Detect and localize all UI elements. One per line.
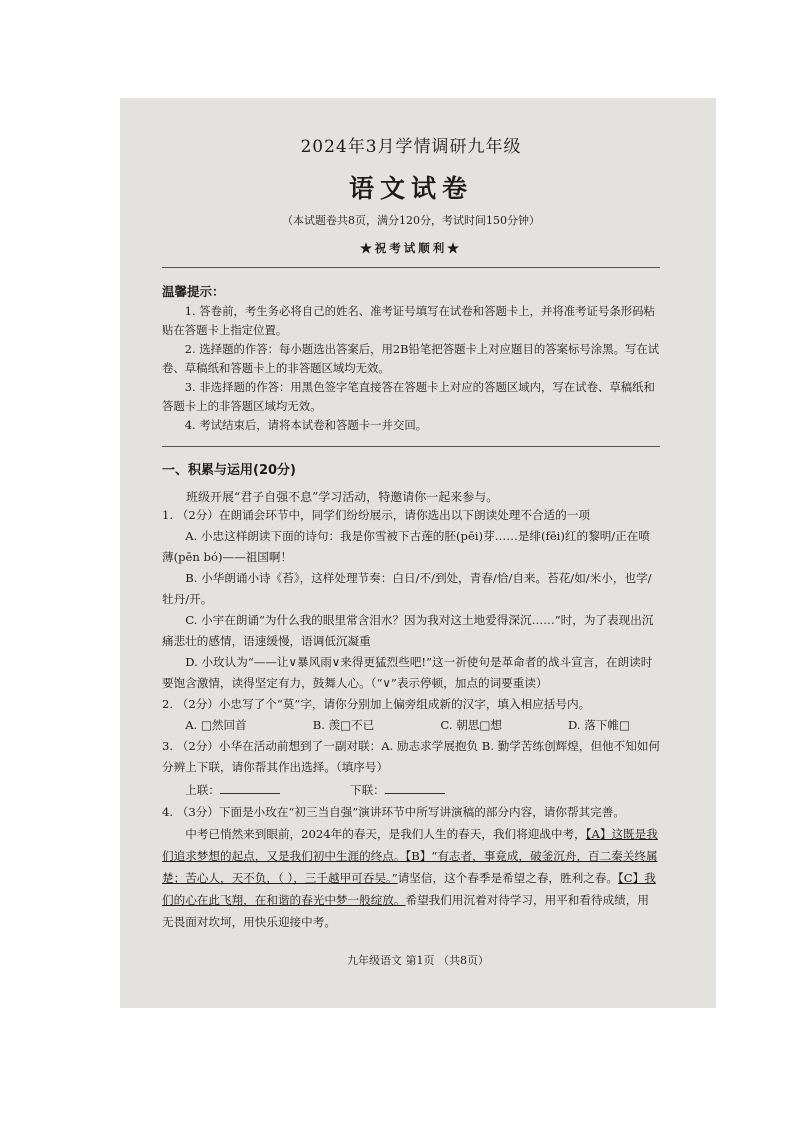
passage-text: 希望我们用沉着对待学习，用平和看待成绩，用无畏面对坎坷，用快乐迎接中考。 [162,893,649,929]
question-1-option-a: A. 小忠这样朗读下面的诗句：我是你雪被下古莲的胚(pēi)芽……是绯(fēi)红的黎明/正在喷薄(pēn bó)——祖国啊！ [162,529,650,564]
tip-item: 4. 考试结束后，请将本试卷和答题卡一并交回。 [184,418,428,432]
passage-sentence-a: 【A】这既是我们追求梦想的起点，又是我们初中生涯的终点。 [162,827,658,863]
exam-title-subject: 语文试卷 [348,174,473,203]
lower-couplet-blank [385,781,445,794]
question-2-option: C. 朝思□想 [440,718,502,732]
upper-couplet-field [185,778,280,802]
tip-item: 2. 选择题的作答：每小题选出答案后，用2B铅笔把答题卡上对应题目的答案标号涂黑。写在试卷、草稿纸和答题卡上的非答题区域均无效。 [162,342,660,375]
good-luck-banner: ★祝考试顺利★ [360,241,462,255]
exam-title-line1: 2024年3月学情调研九年级 [300,137,522,157]
tips-list [162,302,660,435]
divider-bottom [162,446,660,447]
passage-sentence-b: 【B】“有志者，事竟成，破釜沉舟，百二秦关终属楚；苦心人，天不负，（ ），三千越甲可吞吴。” [162,849,658,885]
section-intro: 班级开展“君子自强不息”学习活动，特邀请你一起来参与。 [186,490,499,504]
question-4-stem: 4. （3分）下面是小玫在“初三当自强”演讲环节中所写讲演稿的部分内容，请你帮其完善。 [162,805,625,819]
question-2-option: B. 羡□不已 [312,718,375,732]
question-1-stem: 1. （2分）在朗诵会环节中，同学们纷纷展示，请你选出以下朗读处理不合适的一项 [162,508,590,522]
page-footer: 九年级语文 第1页 （共8页） [347,954,489,967]
passage-text: 中考已悄然来到眼前，2024年的春天，是我们人生的春天，我们将迎战中考， [185,827,586,841]
question-3-answers [162,778,660,802]
upper-couplet-label: 上联： [185,783,220,797]
question-1-option-c: C. 小宇在朗诵“为什么我的眼里常含泪水？因为我对这土地爱得深沉……”时，为了表现出沉痛悲壮的感情，语速缓慢，语调低沉凝重 [162,613,654,648]
passage-text: 请坚信，这个春季是希望之春，胜利之春。 [397,871,618,885]
question-2-option: D. 落下帷□ [567,718,630,732]
exam-page [120,98,716,1008]
question-2-stem: 2. （2分）小忠写了个“莫”字，请你分别加上偏旁组成新的汉字，填入相应括号内。 [162,697,591,711]
question-2-option: A. □然回首 [185,718,247,732]
question-1-option-d: D. 小玫认为“——让∨暴风雨∨来得更猛烈些吧!”这一祈使句是革命者的战斗宣言，在朗读时要饱含激情，读得坚定有力，鼓舞人心。（“∨”表示停顿，加点的词要重读） [162,655,653,690]
question-3-stem: 3. （2分）小华在活动前想到了一副对联：A. 励志求学展抱负 B. 勤学苦练创辉煌，但他不知如何分辨上下联，请你帮其作出选择。（填序号） [162,739,661,774]
upper-couplet-blank [220,781,280,794]
question-2-options [162,715,660,736]
section-title: 一、积累与运用(20分) [162,463,296,478]
tips-title: 温馨提示： [162,284,225,299]
tip-item: 3. 非选择题的作答：用黑色签字笔直接答在答题卡上对应的答题区域内，写在试卷、草稿纸和答题卡上的非答题区域均无效。 [162,380,655,413]
question-4-passage [162,823,660,933]
divider-top [162,267,660,268]
question-1-option-b: B. 小华朗诵小诗《苔》，这样处理节奏：白日/不/到处，青春/恰/自来。苔花/如/米小，也学/牡丹/开。 [162,571,652,606]
lower-couplet-label: 下联： [349,783,385,797]
passage-sentence-c: 【C】我们的心在此飞翔，在和谐的春光中梦一般绽放。 [162,871,656,907]
exam-subtitle: （本试题卷共8页，满分120分，考试时间150分钟） [282,214,540,227]
tip-item: 1. 答卷前，考生务必将自己的姓名、准考证号填写在试卷和答题卡上，并将准考证号条形码粘贴在答题卡上指定位置。 [162,304,655,337]
lower-couplet-field [350,778,445,802]
